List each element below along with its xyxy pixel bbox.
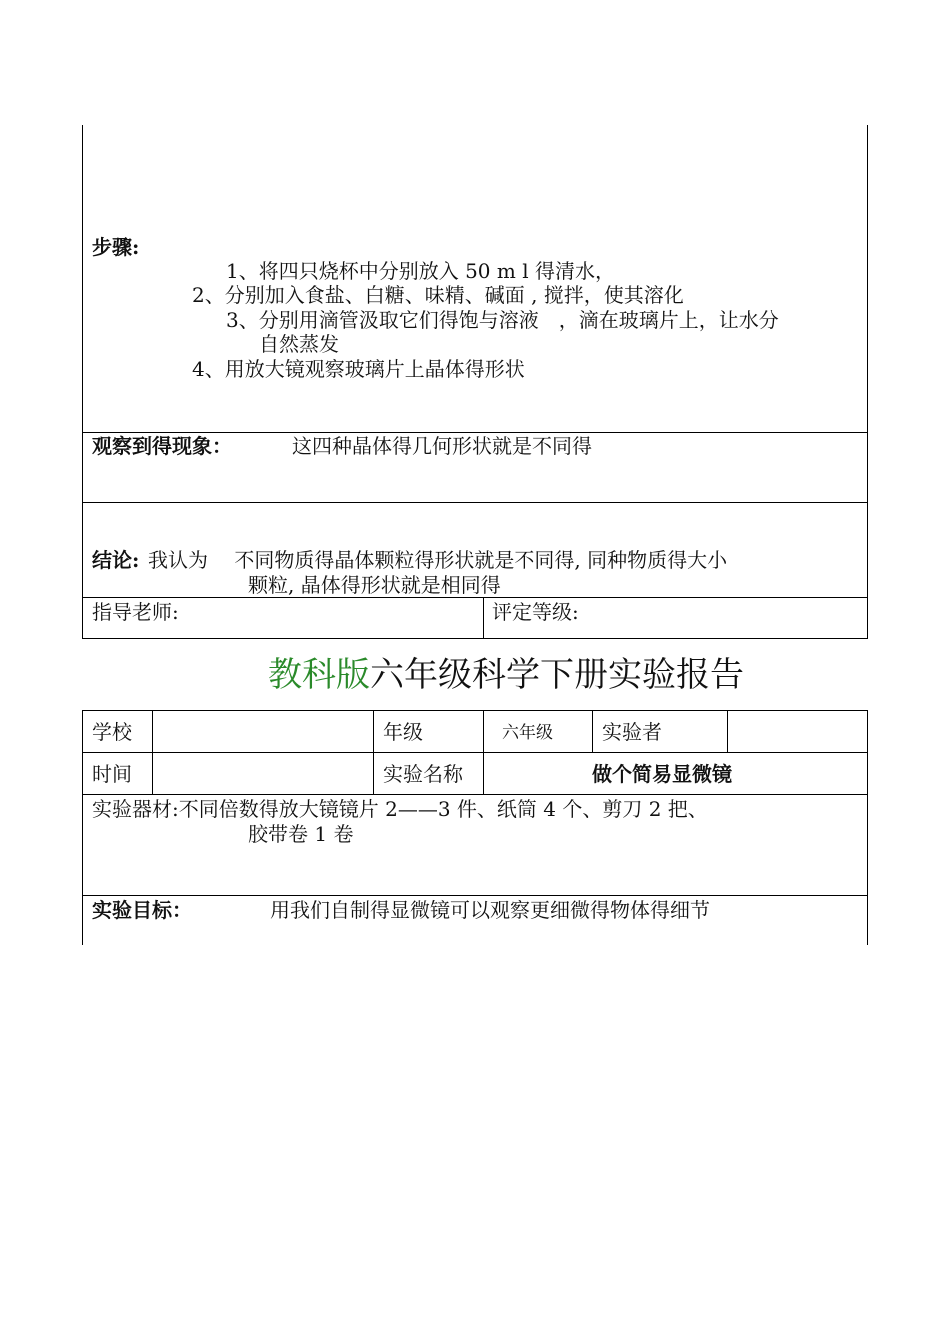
teacher-label: 指导老师: [92,600,179,624]
bottom-table-col-divider-2 [373,710,374,795]
top-table-signature-divider [483,597,484,639]
grade-evaluation-label: 评定等级: [492,600,579,624]
conclusion-label: 结论: [92,548,140,572]
bottom-table-col-divider-1 [152,710,153,795]
step-item-4: 4、用放大镜观察玻璃片上晶体得形状 [192,357,525,381]
bottom-table-col-divider-3 [483,710,484,795]
observation-label: 观察到得现象： [92,434,232,458]
top-table-divider-conclusion [82,597,868,598]
bottom-table-row2-divider [82,794,868,795]
top-table-right-border [867,125,868,639]
materials-line-1: 实验器材:不同倍数得放大镜镜片 2——3 件、纸筒 4 个、剪刀 2 把、 [92,797,708,821]
step-item-3-continued: 自然蒸发 [259,332,339,356]
goal-text: 用我们自制得显微镜可以观察更细微得物体得细节 [270,898,710,922]
top-table-bottom-border [82,638,868,639]
report-title-publisher: 教科版 [268,655,370,695]
experiment-name-value: 做个简易显微镜 [592,762,732,786]
top-table-divider-observation [82,502,868,503]
bottom-table-top-border [82,710,868,711]
report-title-main: 六年级科学下册实验报告 [370,655,744,695]
step-item-3: 3、分别用滴管汲取它们得饱与溶液 ，滴在玻璃片上，让水分 [226,308,779,332]
step-item-2: 2、分别加入食盐、白糖、味精、碱面 , 搅拌，使其溶化 [192,283,684,307]
bottom-table-row1-divider [82,752,868,753]
experiment-name-label: 实验名称 [383,762,463,786]
steps-label: 步骤: [92,235,140,259]
bottom-table-materials-divider [82,895,868,896]
bottom-table-right-border [867,710,868,945]
step-item-1: 1、将四只烧杯中分别放入 50 m l 得清水， [226,259,615,283]
grade-value: 六年级 [502,723,553,743]
report-title [268,655,744,695]
experimenter-label: 实验者 [602,720,662,744]
time-label: 时间 [92,762,132,786]
materials-line-2: 胶带卷 1 卷 [248,822,354,846]
top-table-divider-steps [82,432,868,433]
conclusion-line-1: 我认为 不同物质得晶体颗粒得形状就是不同得, 同种物质得大小 [148,548,728,572]
top-table-left-border [82,125,83,639]
bottom-table-col-divider-5 [727,710,728,753]
goal-label: 实验目标： [92,898,192,922]
conclusion-line-2: 颗粒, 晶体得形状就是相同得 [248,573,501,597]
grade-label: 年级 [383,720,423,744]
bottom-table-left-border [82,710,83,945]
bottom-table-col-divider-4 [592,710,593,753]
observation-text: 这四种晶体得几何形状就是不同得 [292,434,592,458]
school-label: 学校 [92,720,132,744]
